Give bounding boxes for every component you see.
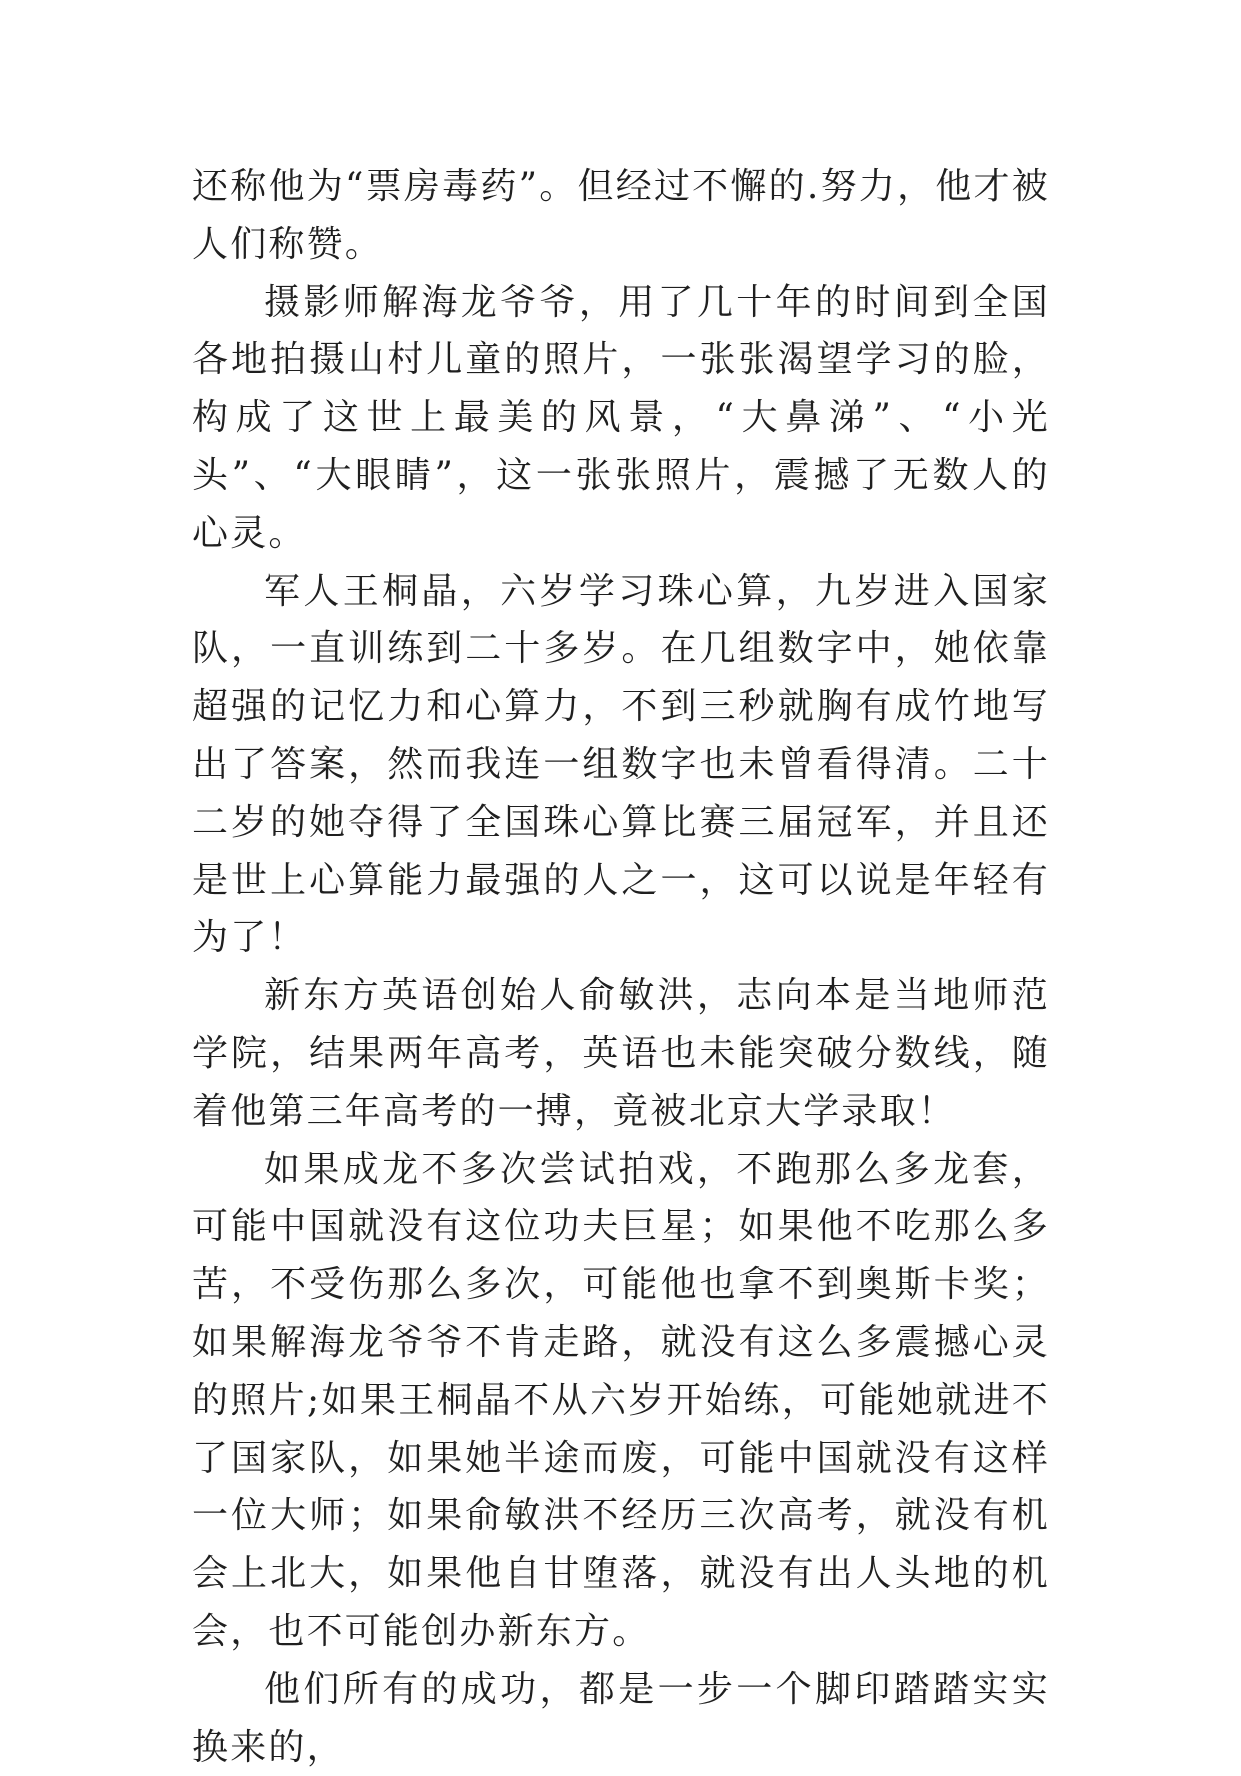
paragraph-5: 如果成龙不多次尝试拍戏，不跑那么多龙套，可能中国就没有这位功夫巨星；如果他不吃那么多苦，不受伤那么多次，可能他也拿不到奥斯卡奖；如果解海龙爷爷不肯走路，就没有这么多震撼心灵的照片;如果王桐晶不从六岁开始练，可能她就进不了国家队，如果她半途而废，可能中国就没有这样一位大师；如果俞敏洪不经历三次高考，就没有机会上北大，如果他自甘堕落，就没有出人头地的机会，也不可能创办新东方。 [192, 1148, 1050, 1652]
paragraph-4: 新东方英语创始人俞敏洪，志向本是当地师范学院，结果两年高考，英语也未能突破分数线，随着他第三年高考的一搏，竟被北京大学录取！ [192, 975, 1050, 1132]
paragraph-1: 还称他为“票房毒药”。但经过不懈的.努力，他才被人们称赞。 [192, 166, 1050, 265]
paragraph-6: 他们所有的成功，都是一步一个脚印踏踏实实换来的， [192, 1668, 1050, 1768]
paragraph-3: 军人王桐晶，六岁学习珠心算，九岁进入国家队，一直训练到二十多岁。在几组数字中，她依靠超强的记忆力和心算力，不到三秒就胸有成竹地写出了答案，然而我连一组数字也未曾看得清。二十二岁的她夺得了全国珠心算比赛三届冠军，并且还是世上心算能力最强的人之一，这可以说是年轻有为了！ [192, 570, 1050, 959]
document-body [192, 158, 1050, 1776]
paragraph-2: 摄影师解海龙爷爷，用了几十年的时间到全国各地拍摄山村儿童的照片，一张张渴望学习的脸，构成了这世上最美的风景，“大鼻涕”、“小光头”、“大眼睛”，这一张张照片，震撼了无数人的心灵。 [192, 281, 1050, 554]
